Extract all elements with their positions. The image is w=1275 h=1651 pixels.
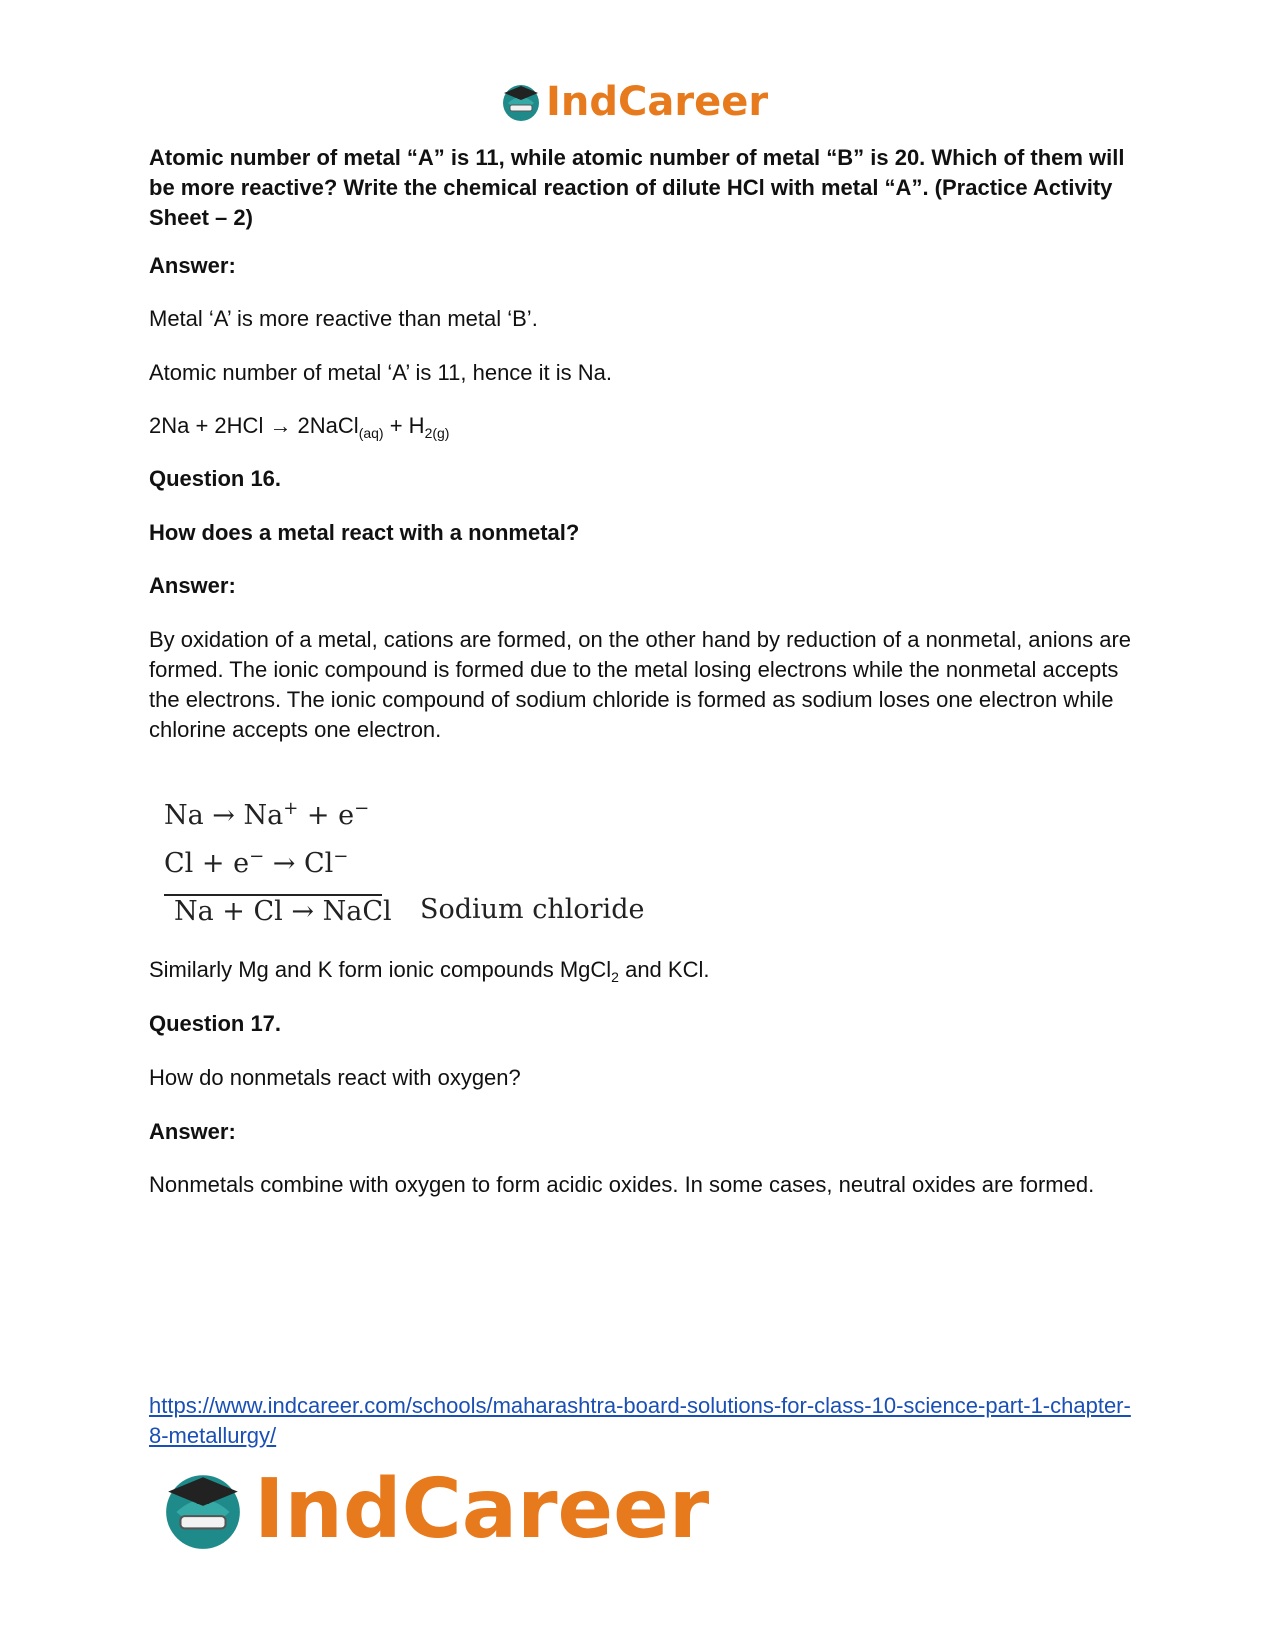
- answer-label-15: Answer:: [149, 253, 236, 278]
- source-url-link[interactable]: https://www.indcareer.com/schools/maharashtra-board-solutions-for-class-10-science-part-1-chapter-8-metallurgy/: [149, 1393, 1131, 1448]
- reaction-sodium-oxidation: Na → Na+ + e−: [164, 798, 370, 831]
- answer-label-16: Answer:: [149, 573, 236, 598]
- reaction-product-label: Sodium chloride: [420, 894, 645, 925]
- graduate-globe-icon: [500, 81, 542, 123]
- question-16-label: Question 16.: [149, 466, 282, 491]
- hcl-equation: [149, 411, 1134, 441]
- reaction-sodium-chloride: Na + Cl → NaCl: [174, 896, 392, 927]
- equation-sub-2g: 2(g): [424, 425, 450, 441]
- similarly-line: Similarly Mg and K form ionic compounds MgCl$_2$ and KCl.: [149, 957, 710, 985]
- question-17-text: How do nonmetals react with oxygen?: [149, 1065, 521, 1090]
- logo-wordmark: IndCareer: [546, 79, 769, 125]
- question-15-text: Atomic number of metal “A” is 11, while atomic number of metal “B” is 20. Which of them will be more reactive? Write the chemical reaction of dilute HCl with metal “A”. (Practice Activity Sheet – 2): [149, 145, 1125, 230]
- header-logo: [500, 80, 768, 124]
- graduate-globe-icon: [160, 1467, 246, 1553]
- answer-16-paragraph: By oxidation of a metal, cations are formed, on the other hand by reduction of a nonmetal, anions are formed. The ionic compound is formed due to the metal losing electrons while the nonmetal accepts the electrons. The ionic compound of sodium chloride is formed as sodium loses one electron while chlorine accepts one electron.: [149, 627, 1132, 742]
- equation-part-1: 2Na + 2HCl → 2NaCl: [149, 413, 359, 438]
- equation-sub-aq: (aq): [358, 425, 384, 441]
- footer-logo: [160, 1462, 710, 1557]
- answer-17-paragraph: Nonmetals combine with oxygen to form acidic oxides. In some cases, neutral oxides are formed.: [149, 1172, 1095, 1197]
- question-17-label: Question 17.: [149, 1011, 282, 1036]
- equation-part-2: + H: [383, 413, 425, 438]
- answer-15-line-1: Metal ‘A’ is more reactive than metal ‘B’.: [149, 306, 538, 331]
- answer-15-line-2: Atomic number of metal ‘A’ is 11, hence it is Na.: [149, 360, 612, 385]
- question-16-text: How does a metal react with a nonmetal?: [149, 520, 580, 545]
- reaction-divider: [164, 894, 382, 896]
- answer-label-17: Answer:: [149, 1119, 236, 1144]
- reaction-chlorine-reduction: Cl + e− → Cl−: [164, 846, 349, 879]
- footer-logo-wordmark: IndCareer: [254, 1462, 710, 1557]
